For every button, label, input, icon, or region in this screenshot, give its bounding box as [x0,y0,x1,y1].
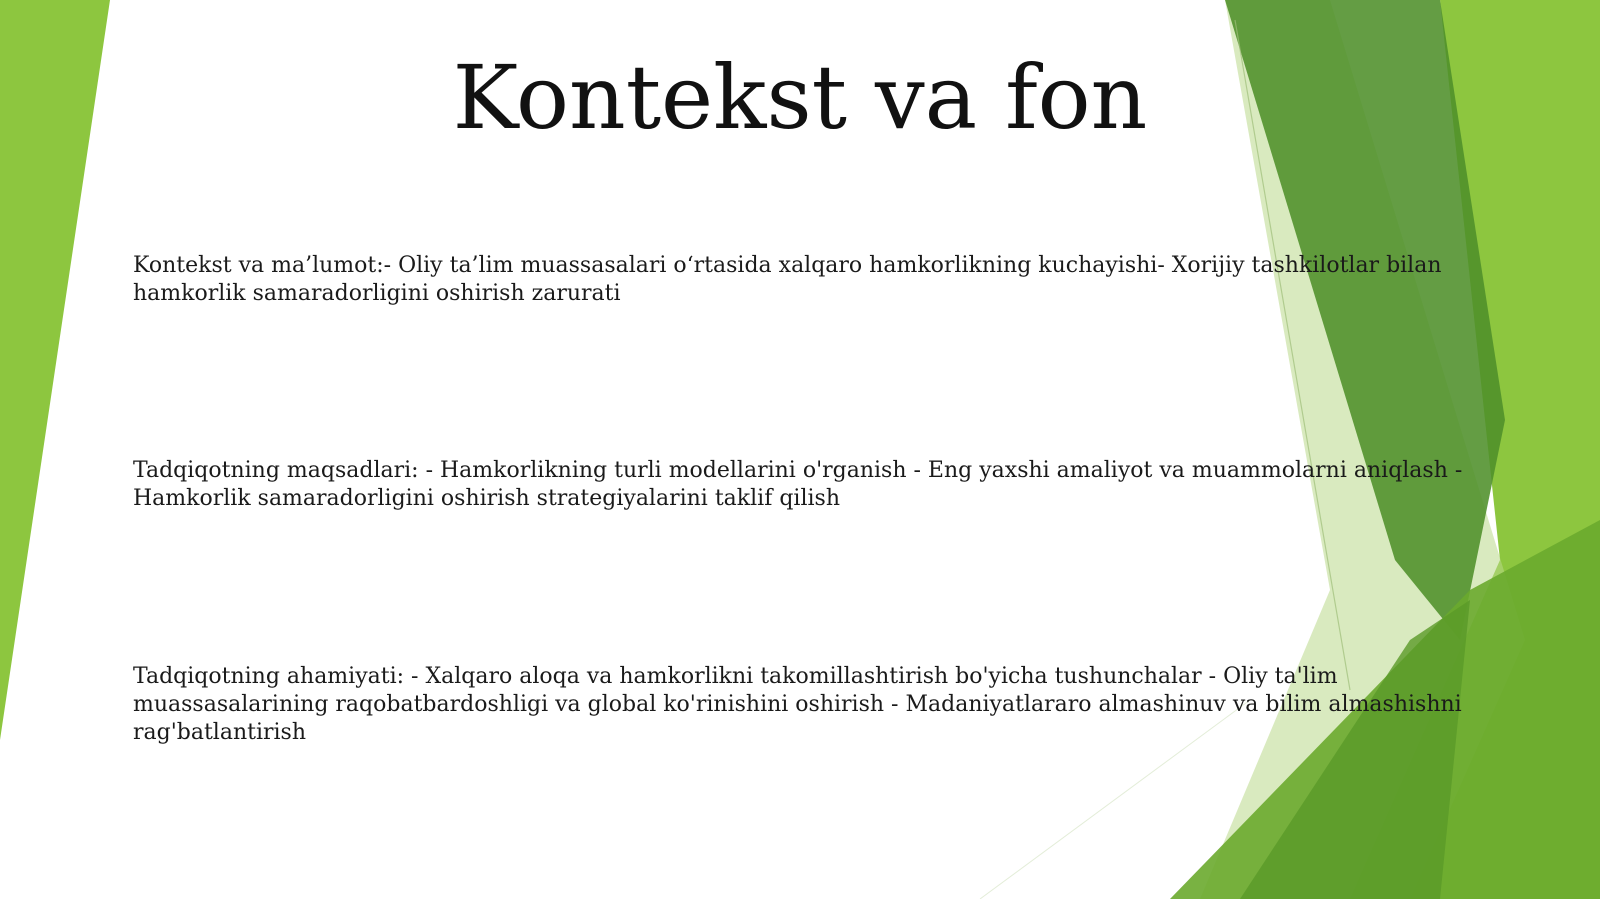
paragraph-objectives: Tadqiqotning maqsadlari: - Hamkorlikning turli modellarini o'rganish - Eng yaxshi amaliyot va muammolarni aniqlash - Hamkorlik samaradorligini oshirish strategiyalarini taklif qilish [133,458,1463,511]
left-green-wedge [0,0,110,740]
paragraph-context: Kontekst va ma’lumot:- Oliy ta’lim muassasalari o‘rtasida xalqaro hamkorlikning kuchayishi- Xorijiy tashkilotlar bilan hamkorlik samaradorligini oshirish zarurati [133,253,1442,306]
paragraph-significance: Tadqiqotning ahamiyati: - Xalqaro aloqa va hamkorlikni takomillashtirish bo'yicha tushunchalar - Oliy ta'lim muassasalarining raqobatbardoshligi va global ko'rinishini oshirish - Madaniyatlararo almashinuv va bilim almashishni rag'batlantirish [133,664,1462,745]
slide-title: Kontekst va fon [452,46,1148,149]
